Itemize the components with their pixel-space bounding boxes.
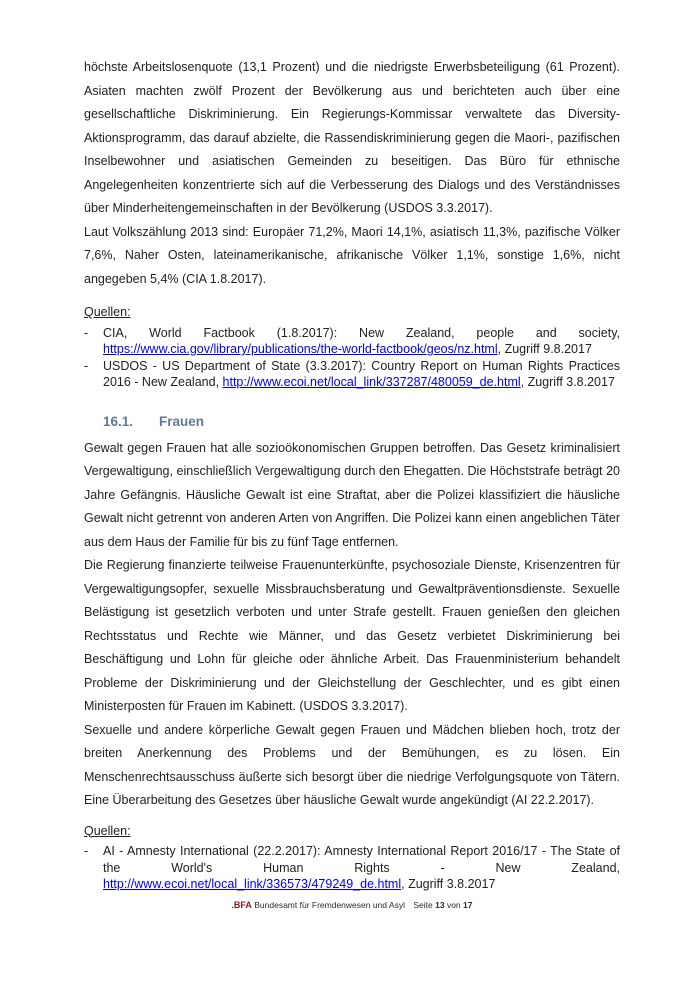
source-citation-text: USDOS - US Department of State (3.3.2017): Country Report on Human Rights Practices 2016 - New Zealand, — [103, 358, 620, 389]
source-text-wrap — [103, 358, 620, 391]
footer-of-word: von — [446, 899, 461, 910]
section-heading-frauen — [103, 413, 620, 431]
footer-logo-dot: . — [231, 899, 234, 910]
paragraph-government-services: Die Regierung finanzierte teilweise Frauenunterkünfte, psychosoziale Dienste, Krisenzentren für Vergewaltigungsopfer, sexuelle Missbrauchsberatung und Gewaltpräventionsdienste. Sexuelle Belästigung ist gesetzlich verboten und unter Strafe gestellt. Frauen genießen den gleichen Rechtsstatus und Rechte wie Männer, und das Gesetz verbietet Diskriminierung bei Beschäftigung und Lohn für gleiche oder ähnliche Arbeit. Das Frauenministerium behandelt Probleme der Diskriminierung und der Gleichstellung der Geschlechter, und es gibt einen Ministerposten für Frauen im Kabinett. (USDOS 3.3.2017). — [84, 558, 620, 713]
source-item-usdos — [84, 358, 620, 391]
paragraph-unemployment-discrimination: höchste Arbeitslosenquote (13,1 Prozent) und die niedrigste Erwerbsbeteiligung (61 Prozent). Asiaten machten zwölf Prozent der Bevölkerung aus und berichteten auch über eine gesellschaftliche Diskriminierung. Ein Regierungs-Kommissar verwaltete das Diversity-Aktionsprogramm, das darauf abzielte, die Rassendiskriminierung gegen die Maori-, pazifischen Inselbewohner und asiatischen Gemeinden zu beseitigen. Das Büro für ethnische Angelegenheiten konzentrierte sich auf die Verbesserung des Dialogs und des Verständnisses über Minderheitengemeinschaften in der Bevölkerung (USDOS 3.3.2017). — [84, 60, 620, 215]
paragraph-census-2013: Laut Volkszählung 2013 sind: Europäer 71,2%, Maori 14,1%, asiatisch 11,3%, pazifische Völker 7,6%, Naher Osten, lateinamerikanische, afrikanische Völker 1,1%, sonstige 1,6%, nicht angegeben 5,4% (CIA 1.8.2017). — [84, 224, 620, 286]
source-link-cia[interactable]: https://www.cia.gov/library/publications/the-world-factbook/geos/nz.html — [103, 342, 498, 356]
section-title: Frauen — [159, 413, 205, 429]
footer-page-number: 13 — [435, 899, 445, 910]
footer-page-word: Seite — [413, 899, 433, 910]
footer-page-total: 17 — [463, 899, 473, 910]
sources-label-1: Quellen: — [84, 305, 131, 319]
paragraph-sexual-violence: Sexuelle und andere körperliche Gewalt gegen Frauen und Mädchen blieben hoch, trotz der breiten Anerkennung des Problems und der Bemühungen, es zu lösen. Ein Menschenrechtsausschuss äußerte sich besorgt über die niedrige Verfolgungsquote von Tätern. Eine Überarbeitung des Gesetzes über häusliche Gewalt wurde angekündigt (AI 22.2.2017). — [84, 722, 620, 807]
source-item-ai — [84, 843, 620, 893]
bullet-dash: - — [84, 844, 89, 858]
source-citation-text: CIA, World Factbook (1.8.2017): New Zealand, people and society, — [103, 325, 620, 340]
sources-list-2 — [84, 843, 620, 893]
source-citation-text: AI - Amnesty International (22.2.2017): Amnesty International Report 2016/17 - The State of the World's Human Rights - New Zealand, — [103, 844, 620, 875]
source-link-ai[interactable]: http://www.ecoi.net/local_link/336573/479249_de.html — [103, 877, 402, 891]
page-footer — [84, 899, 620, 911]
bullet-dash: - — [84, 358, 89, 373]
source-text-wrap — [103, 843, 620, 893]
sources-list-1 — [84, 325, 620, 391]
source-access-date: , Zugriff 3.8.2017 — [520, 375, 615, 389]
source-text-wrap — [103, 325, 620, 358]
sources-label-2: Quellen: — [84, 823, 131, 838]
bfa-logo: BFA — [233, 899, 252, 910]
source-access-date: , Zugriff 9.8.2017 — [497, 342, 592, 356]
source-access-date: , Zugriff 3.8.2017 — [401, 877, 496, 891]
section-number: 16.1. — [103, 413, 134, 429]
footer-org-name: Bundesamt für Fremdenwesen und Asyl — [254, 899, 405, 910]
bullet-dash: - — [84, 325, 89, 340]
source-link-usdos[interactable]: http://www.ecoi.net/local_link/337287/480059_de.html — [222, 375, 521, 389]
paragraph-violence-law: Gewalt gegen Frauen hat alle sozioökonomischen Gruppen betroffen. Das Gesetz kriminalisiert Vergewaltigung, einschließlich Vergewaltigung durch den Ehegatten. Die Höchststrafe beträgt 20 Jahre Gefängnis. Häusliche Gewalt ist eine Straftat, aber die Polizei klassifiziert die häusliche Gewalt nicht getrennt von anderen Arten von Angriffen. Die Polizei kann einen angeblichen Täter aus dem Haus der Familie für bis zu fünf Tage entfernen. — [84, 440, 620, 549]
source-item-cia — [84, 325, 620, 358]
